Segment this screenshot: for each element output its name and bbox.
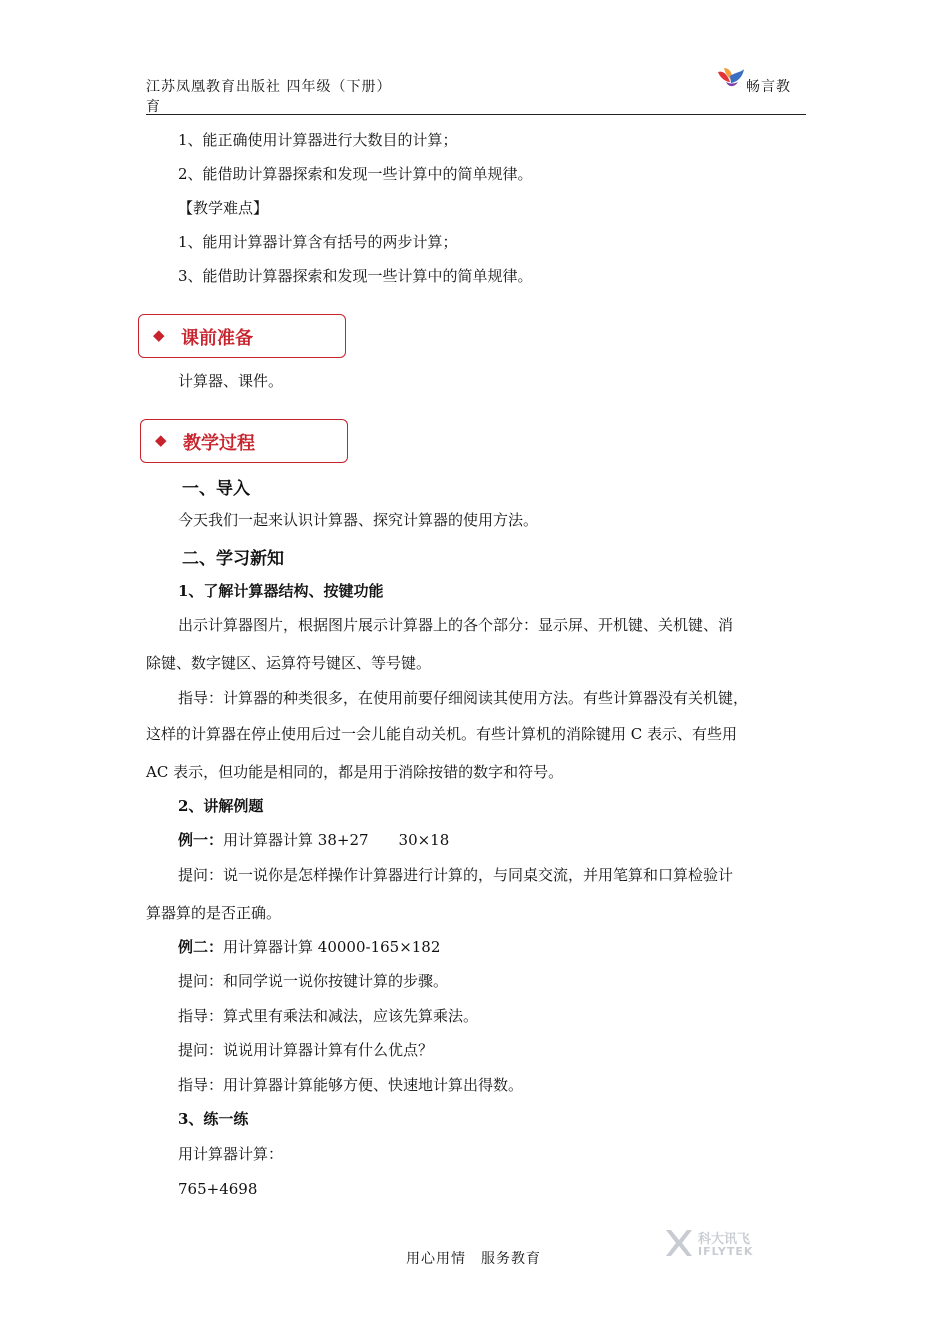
objective-1: 1、能正确使用计算器进行大数目的计算； <box>178 131 458 149</box>
iflytek-logo-cn: 科大讯飞 <box>698 1232 751 1247</box>
example-2-text: 用计算器计算 40000-165×182 <box>223 938 441 956</box>
intro-heading: 一、导入 <box>182 479 250 499</box>
example-1-label: 例一： <box>178 831 224 849</box>
guide-2: 指导：算式里有乘法和减法，应该先算乘法。 <box>178 1007 479 1025</box>
question-1-line2: 算器算的是否正确。 <box>146 904 282 922</box>
iflytek-logo <box>662 1226 754 1264</box>
guide-3: 指导：用计算器计算能够方便、快速地计算出得数。 <box>178 1076 524 1094</box>
section-prep-title: 课前准备 <box>181 328 253 349</box>
practice-expression: 765+4698 <box>178 1180 258 1198</box>
part1-guide-line2: 这样的计算器在停止使用后过一会儿能自动关机。有些计算机的消除键用 C 表示、有些用 <box>146 725 738 743</box>
iflytek-logo-en: IFLYTEK <box>698 1245 754 1258</box>
part2-heading: 2、讲解例题 <box>178 797 264 815</box>
header-rule <box>146 114 806 115</box>
difficulty-3: 3、能借助计算器探索和发现一些计算中的简单规律。 <box>178 267 533 285</box>
brand-name: 畅言教 <box>746 79 791 95</box>
section-process-title: 教学过程 <box>183 433 255 454</box>
part3-heading: 3、练一练 <box>178 1110 249 1128</box>
difficulty-heading: 【教学难点】 <box>178 199 269 217</box>
section-process-box <box>140 419 348 463</box>
part3-instruction: 用计算器计算： <box>178 1145 284 1163</box>
iflytek-logo-icon <box>662 1226 696 1260</box>
diamond-icon: ◆ <box>153 326 165 344</box>
intro-text: 今天我们一起来认识计算器、探究计算器的使用方法。 <box>178 511 539 529</box>
example-2-label: 例二： <box>178 938 224 956</box>
header-publisher-continued: 育 <box>146 99 160 115</box>
prep-content: 计算器、课件。 <box>178 372 284 390</box>
example-1 <box>178 830 449 850</box>
part1-text-line2: 除键、数字键区、运算符号键区、等号键。 <box>146 654 432 672</box>
part1-guide-line3: AC 表示，但功能是相同的，都是用于消除按错的数字和符号。 <box>146 763 564 781</box>
part1-text-line1: 出示计算器图片，根据图片展示计算器上的各个部分：显示屏、开机键、关机键、消 <box>178 616 734 634</box>
header-publisher: 江苏凤凰教育出版社 四年级（下册） <box>146 79 392 95</box>
difficulty-1: 1、能用计算器计算含有括号的两步计算； <box>178 233 458 251</box>
question-3: 提问：说说用计算器计算有什么优点？ <box>178 1041 434 1059</box>
part1-guide-line1: 指导：计算器的种类很多，在使用前要仔细阅读其使用方法。有些计算器没有关机键， <box>178 689 749 707</box>
objective-2: 2、能借助计算器探索和发现一些计算中的简单规律。 <box>178 165 533 183</box>
example-2 <box>178 937 440 957</box>
new-knowledge-heading: 二、学习新知 <box>182 549 284 569</box>
footer-slogan: 用心用情 服务教育 <box>406 1251 541 1267</box>
changyan-logo-icon <box>716 66 746 96</box>
example-1-text: 用计算器计算 38+27 30×18 <box>223 831 450 849</box>
section-prep-box <box>138 314 346 358</box>
question-2: 提问：和同学说一说你按键计算的步骤。 <box>178 972 449 990</box>
question-1-line1: 提问：说一说你是怎样操作计算器进行计算的，与同桌交流，并用笔算和口算检验计 <box>178 866 734 884</box>
part1-heading: 1、了解计算器结构、按键功能 <box>178 582 384 600</box>
diamond-icon: ◆ <box>155 431 167 449</box>
